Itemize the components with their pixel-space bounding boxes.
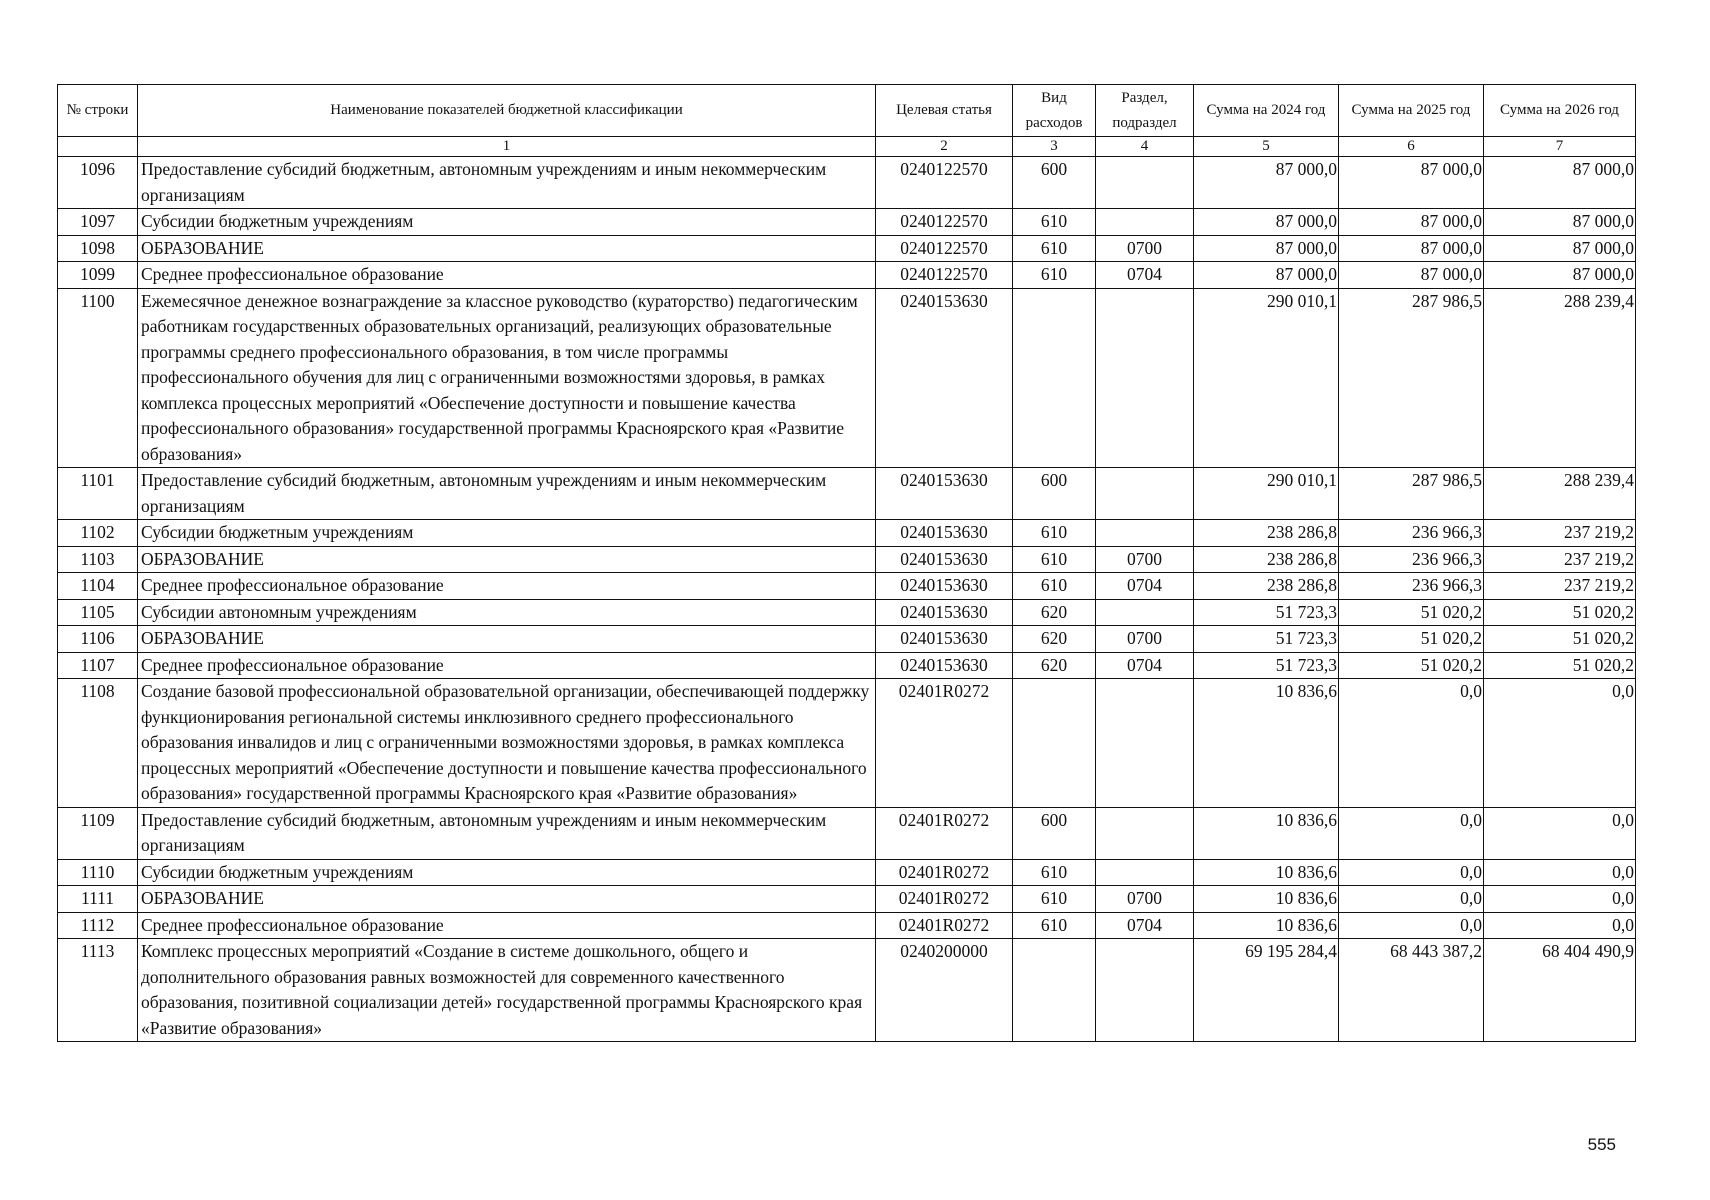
row-section: 0700 <box>1096 235 1194 262</box>
row-number: 1104 <box>58 573 138 600</box>
row-number: 1110 <box>58 859 138 886</box>
row-sum-2026: 288 239,4 <box>1484 288 1636 468</box>
row-target-item: 0240122570 <box>876 262 1013 289</box>
row-expense-type: 610 <box>1013 262 1096 289</box>
row-sum-2024: 238 286,8 <box>1194 546 1339 573</box>
row-expense-type: 600 <box>1013 807 1096 859</box>
row-number: 1098 <box>58 235 138 262</box>
row-name: Среднее профессиональное образование <box>138 573 876 600</box>
row-target-item: 0240153630 <box>876 573 1013 600</box>
table-row <box>58 235 1636 262</box>
column-number: 6 <box>1339 137 1484 157</box>
row-expense-type: 610 <box>1013 886 1096 913</box>
header-sum-2025: Сумма на 2025 год <box>1339 85 1484 137</box>
column-number <box>58 137 138 157</box>
row-section: 0700 <box>1096 546 1194 573</box>
column-number-row <box>58 137 1636 157</box>
row-section <box>1096 859 1194 886</box>
row-section: 0700 <box>1096 626 1194 653</box>
row-sum-2026: 51 020,2 <box>1484 652 1636 679</box>
row-sum-2025: 87 000,0 <box>1339 262 1484 289</box>
table-body <box>58 157 1636 1042</box>
header-sum-2024: Сумма на 2024 год <box>1194 85 1339 137</box>
row-sum-2026: 288 239,4 <box>1484 468 1636 520</box>
row-sum-2026: 68 404 490,9 <box>1484 939 1636 1042</box>
row-target-item: 0240153630 <box>876 626 1013 653</box>
row-section: 0704 <box>1096 573 1194 600</box>
row-expense-type: 610 <box>1013 546 1096 573</box>
row-sum-2025: 51 020,2 <box>1339 626 1484 653</box>
row-sum-2024: 51 723,3 <box>1194 652 1339 679</box>
row-name: Среднее профессиональное образование <box>138 262 876 289</box>
row-number: 1102 <box>58 520 138 547</box>
table-row <box>58 288 1636 468</box>
row-sum-2026: 51 020,2 <box>1484 599 1636 626</box>
row-target-item: 0240153630 <box>876 468 1013 520</box>
row-target-item: 02401R0272 <box>876 679 1013 808</box>
row-name: Создание базовой профессиональной образовательной организации, обеспечивающей поддержку функционирования региональной системы инклюзивного среднего профессионального образования инвалидов и лиц с ограниченными возможностями здоровья, в рамках комплекса процессных мероприятий «Обеспечение доступности и повышение качества профессионального образования» государственной программы Красноярского края «Развитие образования» <box>138 679 876 808</box>
row-sum-2026: 51 020,2 <box>1484 626 1636 653</box>
row-section: 0700 <box>1096 886 1194 913</box>
row-sum-2025: 87 000,0 <box>1339 235 1484 262</box>
column-number: 7 <box>1484 137 1636 157</box>
row-sum-2024: 51 723,3 <box>1194 626 1339 653</box>
row-expense-type: 610 <box>1013 520 1096 547</box>
row-target-item: 0240153630 <box>876 520 1013 547</box>
row-section: 0704 <box>1096 912 1194 939</box>
row-sum-2026: 0,0 <box>1484 912 1636 939</box>
budget-table <box>57 84 1636 1042</box>
row-target-item: 02401R0272 <box>876 886 1013 913</box>
row-name: Предоставление субсидий бюджетным, автономным учреждениям и иным некоммерческим организациям <box>138 468 876 520</box>
row-name: ОБРАЗОВАНИЕ <box>138 886 876 913</box>
row-sum-2025: 287 986,5 <box>1339 288 1484 468</box>
table-row <box>58 912 1636 939</box>
row-target-item: 02401R0272 <box>876 859 1013 886</box>
row-sum-2025: 0,0 <box>1339 886 1484 913</box>
table-row <box>58 939 1636 1042</box>
row-expense-type <box>1013 288 1096 468</box>
row-section <box>1096 679 1194 808</box>
column-number: 3 <box>1013 137 1096 157</box>
row-sum-2024: 238 286,8 <box>1194 573 1339 600</box>
row-sum-2025: 68 443 387,2 <box>1339 939 1484 1042</box>
row-section <box>1096 209 1194 236</box>
row-sum-2025: 0,0 <box>1339 679 1484 808</box>
row-section <box>1096 520 1194 547</box>
row-sum-2025: 51 020,2 <box>1339 652 1484 679</box>
row-sum-2025: 287 986,5 <box>1339 468 1484 520</box>
row-sum-2026: 87 000,0 <box>1484 235 1636 262</box>
row-number: 1111 <box>58 886 138 913</box>
table-row <box>58 599 1636 626</box>
row-number: 1101 <box>58 468 138 520</box>
row-name: Субсидии бюджетным учреждениям <box>138 520 876 547</box>
row-number: 1103 <box>58 546 138 573</box>
row-target-item: 0240153630 <box>876 599 1013 626</box>
row-section <box>1096 939 1194 1042</box>
row-section: 0704 <box>1096 262 1194 289</box>
row-sum-2024: 10 836,6 <box>1194 912 1339 939</box>
row-sum-2025: 0,0 <box>1339 859 1484 886</box>
row-sum-2024: 87 000,0 <box>1194 157 1339 209</box>
row-sum-2026: 0,0 <box>1484 679 1636 808</box>
row-number: 1108 <box>58 679 138 808</box>
row-section <box>1096 468 1194 520</box>
row-name: Предоставление субсидий бюджетным, автономным учреждениям и иным некоммерческим организациям <box>138 807 876 859</box>
row-expense-type: 620 <box>1013 626 1096 653</box>
row-sum-2026: 87 000,0 <box>1484 157 1636 209</box>
table-row <box>58 807 1636 859</box>
row-sum-2026: 0,0 <box>1484 859 1636 886</box>
row-sum-2024: 290 010,1 <box>1194 468 1339 520</box>
row-number: 1097 <box>58 209 138 236</box>
row-target-item: 0240153630 <box>876 652 1013 679</box>
table-header-row <box>58 85 1636 137</box>
row-expense-type <box>1013 679 1096 808</box>
row-expense-type: 600 <box>1013 157 1096 209</box>
table-row <box>58 468 1636 520</box>
row-sum-2026: 237 219,2 <box>1484 520 1636 547</box>
row-number: 1107 <box>58 652 138 679</box>
row-number: 1100 <box>58 288 138 468</box>
row-expense-type: 600 <box>1013 468 1096 520</box>
row-sum-2026: 237 219,2 <box>1484 573 1636 600</box>
row-name: Предоставление субсидий бюджетным, автономным учреждениям и иным некоммерческим организациям <box>138 157 876 209</box>
row-sum-2026: 237 219,2 <box>1484 546 1636 573</box>
row-section <box>1096 807 1194 859</box>
table-row <box>58 626 1636 653</box>
header-section: Раздел, подраздел <box>1096 85 1194 137</box>
row-sum-2024: 87 000,0 <box>1194 209 1339 236</box>
table-row <box>58 886 1636 913</box>
table-row <box>58 859 1636 886</box>
row-section <box>1096 157 1194 209</box>
page-number: 555 <box>1587 1135 1616 1154</box>
row-target-item: 0240153630 <box>876 288 1013 468</box>
row-sum-2024: 87 000,0 <box>1194 262 1339 289</box>
table-row <box>58 652 1636 679</box>
row-target-item: 02401R0272 <box>876 807 1013 859</box>
row-section <box>1096 288 1194 468</box>
table-row <box>58 209 1636 236</box>
row-sum-2025: 87 000,0 <box>1339 157 1484 209</box>
row-name: Субсидии бюджетным учреждениям <box>138 209 876 236</box>
row-number: 1113 <box>58 939 138 1042</box>
row-sum-2024: 10 836,6 <box>1194 859 1339 886</box>
table-row <box>58 520 1636 547</box>
row-name: Среднее профессиональное образование <box>138 912 876 939</box>
row-sum-2024: 10 836,6 <box>1194 886 1339 913</box>
row-number: 1106 <box>58 626 138 653</box>
row-target-item: 0240153630 <box>876 546 1013 573</box>
table-row <box>58 573 1636 600</box>
row-name: ОБРАЗОВАНИЕ <box>138 235 876 262</box>
row-name: ОБРАЗОВАНИЕ <box>138 546 876 573</box>
row-target-item: 0240200000 <box>876 939 1013 1042</box>
row-number: 1096 <box>58 157 138 209</box>
row-name: Субсидии автономным учреждениям <box>138 599 876 626</box>
row-expense-type: 620 <box>1013 652 1096 679</box>
row-target-item: 02401R0272 <box>876 912 1013 939</box>
row-expense-type: 620 <box>1013 599 1096 626</box>
row-sum-2025: 51 020,2 <box>1339 599 1484 626</box>
header-row-number: № строки <box>58 85 138 137</box>
column-number: 1 <box>138 137 876 157</box>
row-target-item: 0240122570 <box>876 209 1013 236</box>
header-name: Наименование показателей бюджетной классификации <box>138 85 876 137</box>
row-sum-2024: 10 836,6 <box>1194 807 1339 859</box>
row-name: Среднее профессиональное образование <box>138 652 876 679</box>
row-sum-2025: 236 966,3 <box>1339 520 1484 547</box>
row-number: 1112 <box>58 912 138 939</box>
row-sum-2024: 10 836,6 <box>1194 679 1339 808</box>
row-sum-2026: 0,0 <box>1484 886 1636 913</box>
row-sum-2026: 0,0 <box>1484 807 1636 859</box>
header-expense-type: Вид расходов <box>1013 85 1096 137</box>
row-sum-2026: 87 000,0 <box>1484 209 1636 236</box>
row-sum-2024: 238 286,8 <box>1194 520 1339 547</box>
row-name: Субсидии бюджетным учреждениям <box>138 859 876 886</box>
row-section: 0704 <box>1096 652 1194 679</box>
row-name: Ежемесячное денежное вознаграждение за классное руководство (кураторство) педагогическим работникам государственных образовательных организаций, реализующих образовательные программы среднего профессионального образования, в том числе программы профессионального обучения для лиц с ограниченными возможностями здоровья, в рамках комплекса процессных мероприятий «Обеспечение доступности и повышение качества профессионального образования» государственной программы Красноярского края «Развитие образования» <box>138 288 876 468</box>
row-target-item: 0240122570 <box>876 157 1013 209</box>
row-target-item: 0240122570 <box>876 235 1013 262</box>
budget-table-container <box>57 84 1635 1042</box>
row-sum-2024: 51 723,3 <box>1194 599 1339 626</box>
header-target-item: Целевая статья <box>876 85 1013 137</box>
row-name: Комплекс процессных мероприятий «Создание в системе дошкольного, общего и дополнительного образования равных возможностей для современного качественного образования, позитивной социализации детей» государственной программы Красноярского края «Развитие образования» <box>138 939 876 1042</box>
row-sum-2024: 87 000,0 <box>1194 235 1339 262</box>
row-number: 1099 <box>58 262 138 289</box>
row-expense-type <box>1013 939 1096 1042</box>
column-number: 2 <box>876 137 1013 157</box>
row-name: ОБРАЗОВАНИЕ <box>138 626 876 653</box>
column-number: 4 <box>1096 137 1194 157</box>
row-sum-2025: 87 000,0 <box>1339 209 1484 236</box>
table-row <box>58 679 1636 808</box>
row-section <box>1096 599 1194 626</box>
row-sum-2025: 236 966,3 <box>1339 573 1484 600</box>
row-expense-type: 610 <box>1013 912 1096 939</box>
header-sum-2026: Сумма на 2026 год <box>1484 85 1636 137</box>
row-sum-2024: 69 195 284,4 <box>1194 939 1339 1042</box>
row-expense-type: 610 <box>1013 209 1096 236</box>
column-number: 5 <box>1194 137 1339 157</box>
table-row <box>58 157 1636 209</box>
row-number: 1109 <box>58 807 138 859</box>
row-sum-2026: 87 000,0 <box>1484 262 1636 289</box>
table-row <box>58 546 1636 573</box>
row-sum-2025: 236 966,3 <box>1339 546 1484 573</box>
row-sum-2025: 0,0 <box>1339 807 1484 859</box>
row-number: 1105 <box>58 599 138 626</box>
row-expense-type: 610 <box>1013 235 1096 262</box>
row-expense-type: 610 <box>1013 859 1096 886</box>
row-sum-2024: 290 010,1 <box>1194 288 1339 468</box>
row-sum-2025: 0,0 <box>1339 912 1484 939</box>
row-expense-type: 610 <box>1013 573 1096 600</box>
table-row <box>58 262 1636 289</box>
